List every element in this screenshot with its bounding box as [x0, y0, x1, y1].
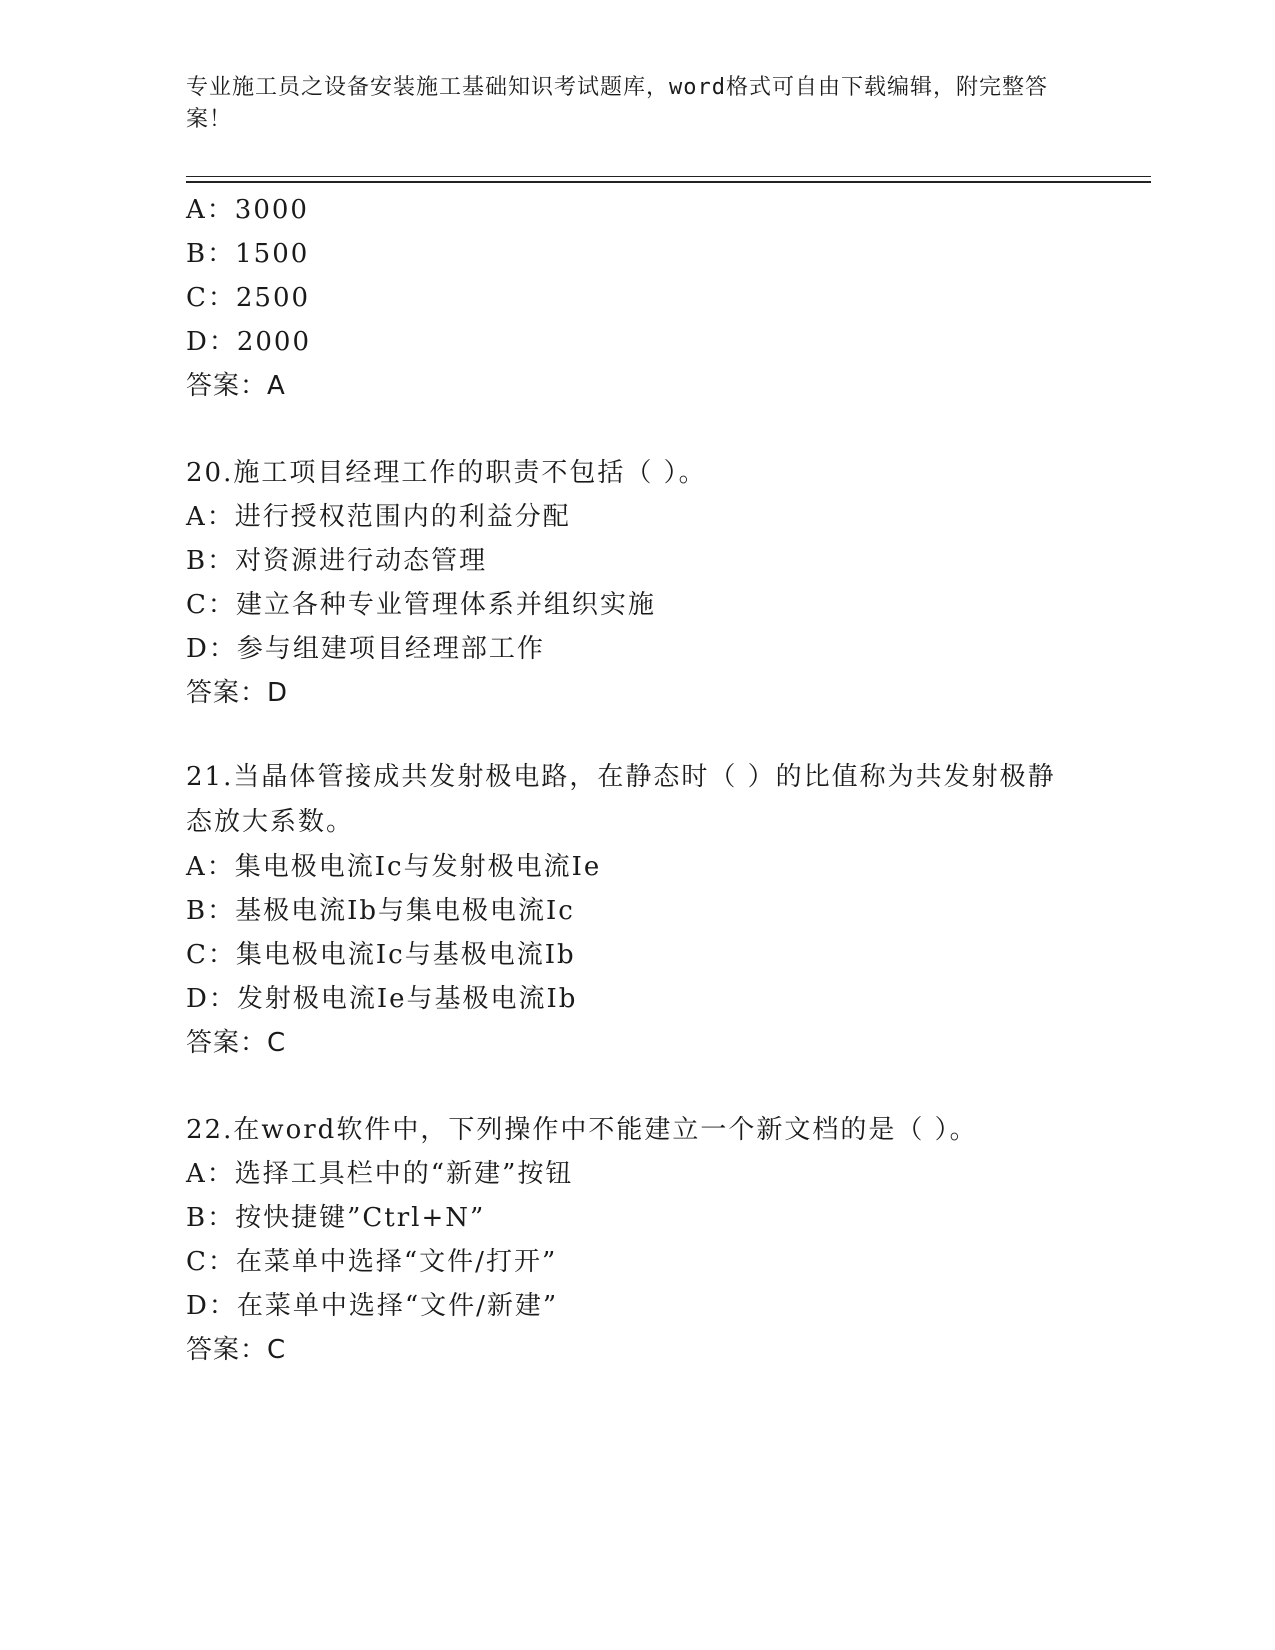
header-divider-thin: [186, 176, 1151, 177]
q22-option-a: A：选择工具栏中的“新建”按钮: [186, 1159, 574, 1189]
q20-option-b: B：对资源进行动态管理: [186, 546, 488, 576]
q20-stem: 20.施工项目经理工作的职责不包括（ ）。: [186, 458, 707, 488]
q21-option-a: A：集电极电流Ic与发射极电流Ie: [186, 852, 602, 882]
q21-stem: 21.当晶体管接成共发射极电路，在静态时（ ）的比值称为共发射极静态放大系数。: [186, 762, 1056, 837]
document-header: 专业施工员之设备安装施工基础知识考试题库，word格式可自由下载编辑，附完整答案！: [186, 75, 1048, 132]
q20-option-c: C：建立各种专业管理体系并组织实施: [186, 590, 656, 620]
q22-stem: 22.在word软件中，下列操作中不能建立一个新文档的是（ ）。: [186, 1115, 978, 1145]
q22-answer: 答案：C: [186, 1335, 287, 1365]
prev-option-a: A：3000: [186, 195, 309, 225]
q22-option-d: D：在菜单中选择“文件/新建”: [186, 1291, 559, 1321]
header-divider-thick: [186, 181, 1151, 183]
q20-option-a: A：进行授权范围内的利益分配: [186, 502, 571, 532]
q22-option-c: C：在菜单中选择“文件/打开”: [186, 1247, 558, 1277]
q21-option-d: D：发射极电流Ie与基极电流Ib: [186, 984, 578, 1014]
prev-option-c: C：2500: [186, 283, 311, 313]
q20-answer: 答案：D: [186, 678, 289, 708]
q20-option-d: D：参与组建项目经理部工作: [186, 634, 545, 664]
prev-option-b: B：1500: [186, 239, 310, 269]
prev-option-d: D：2000: [186, 327, 312, 357]
prev-answer: 答案：A: [186, 371, 286, 401]
q22-option-b: B：按快捷键”Ctrl+N”: [186, 1203, 486, 1233]
q21-option-b: B：基极电流Ib与集电极电流Ic: [186, 896, 575, 926]
q21-answer: 答案：C: [186, 1028, 287, 1058]
q21-option-c: C：集电极电流Ic与基极电流Ib: [186, 940, 576, 970]
